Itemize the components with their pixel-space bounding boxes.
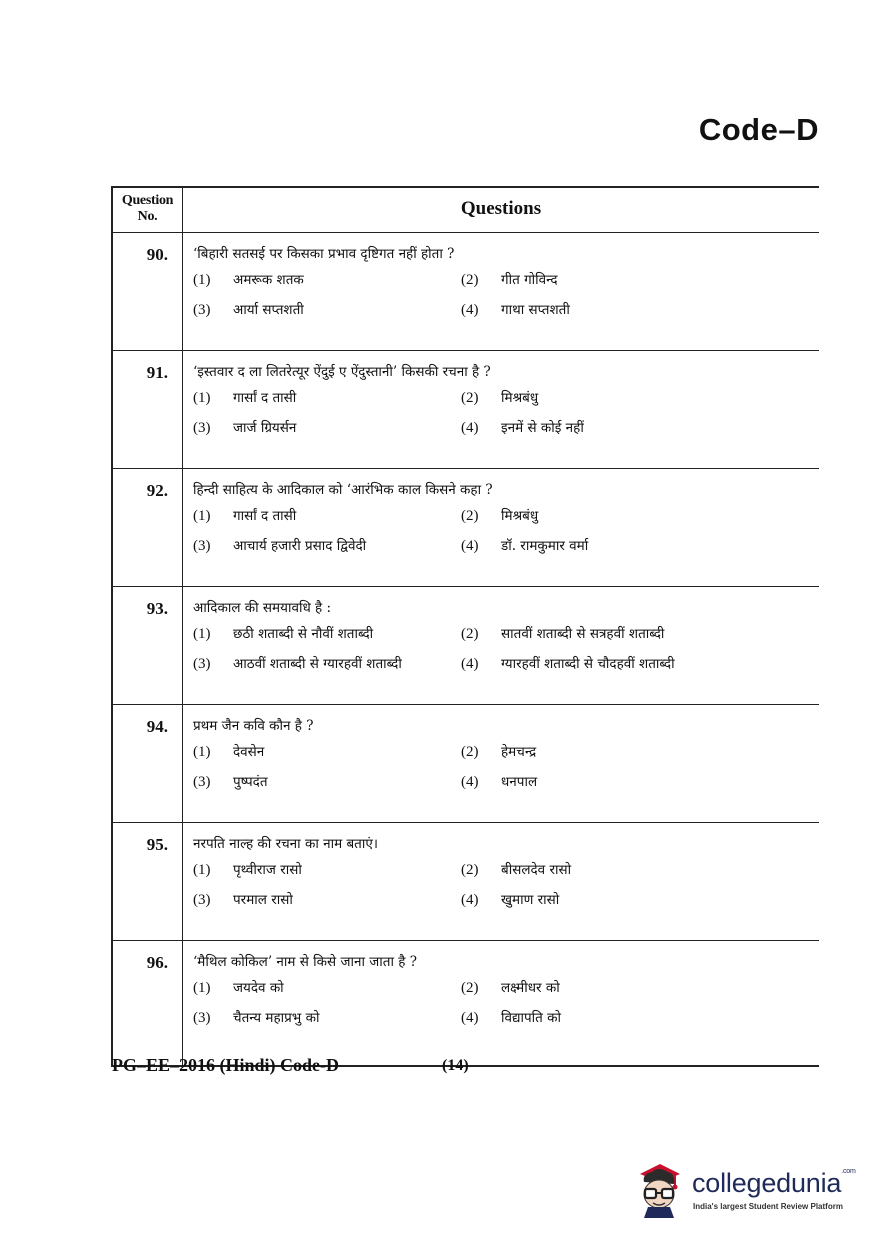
option [193,743,461,762]
option-text: अमरूक शतक [233,272,304,288]
option-text: विद्यापति को [501,1010,562,1026]
option-text: जार्ज ग्रियर्सन [233,420,297,436]
option-number: (1) [193,862,211,878]
option-number: (3) [193,774,211,790]
option-text: आचार्य हजारी प्रसाद द्विवेदी [233,538,367,554]
question-text: आदिकाल की समयावधि है : [193,600,332,616]
option-text: गीत गोविन्द [501,272,558,288]
option-text: डॉ. रामकुमार वर्मा [501,538,589,554]
option-text: छठी शताब्दी से नौवीं शताब्दी [233,626,374,642]
page-number: (14) [442,1057,469,1074]
options-grid [193,861,819,910]
option [461,891,819,910]
options-grid [193,625,819,674]
question-number: 90. [113,233,183,350]
question-body [183,469,819,586]
option-number: (4) [461,538,479,554]
questions-table [111,186,819,1067]
question-number: 94. [113,705,183,822]
option [193,979,461,998]
option-number: (2) [461,508,479,524]
question-row [113,233,819,351]
option [193,271,461,290]
question-body [183,705,819,822]
option [193,861,461,880]
option [461,271,819,290]
option [461,301,819,320]
option-number: (2) [461,390,479,406]
option-number: (1) [193,390,211,406]
option-text: मिश्रबंधु [501,390,539,406]
option-number: (4) [461,1010,479,1026]
option [193,419,461,438]
option-number: (1) [193,744,211,760]
option-text: इनमें से कोई नहीं [501,420,584,436]
question-number: 91. [113,351,183,468]
collegedunia-watermark [630,1160,860,1220]
options-grid [193,507,819,556]
question-row [113,469,819,587]
option [461,625,819,644]
question-row [113,587,819,705]
question-row [113,705,819,823]
questions-header: Questions [460,198,542,219]
options-grid [193,271,819,320]
option-number: (1) [193,508,211,524]
option-number: (4) [461,892,479,908]
option-number: (3) [193,1010,211,1026]
option-text: बीसलदेव रासो [501,862,572,878]
option-text: धनपाल [501,774,538,790]
option-number: (3) [193,538,211,554]
question-no-header: Question No. [113,188,183,232]
question-text: नरपति नाल्ह की रचना का नाम बताएं। [193,836,378,852]
option [461,979,819,998]
brand-tagline: India's largest Student Review Platform [693,1202,843,1211]
option [193,389,461,408]
option-number: (2) [461,744,479,760]
option-text: पुष्पदंत [233,774,268,790]
option [461,419,819,438]
question-number: 93. [113,587,183,704]
option-number: (1) [193,980,211,996]
paper-code-footer: PG–EE–2016 (Hindi) Code-D [112,1055,340,1075]
option-text: गार्सां द तासी [233,508,297,524]
options-grid [193,979,819,1028]
option-text: सातवीं शताब्दी से सत्रहवीं शताब्दी [501,626,665,642]
option-text: खुमाण रासो [501,892,560,908]
question-body [183,941,819,1065]
brand-name: collegedunia$^{.com}$ [692,1168,856,1198]
question-text: हिन्दी साहित्य के आदिकाल को ‘आरंभिक काल किसने कहा ? [193,482,493,498]
option [193,655,461,674]
question-text: ‘मैथिल कोकिल’ नाम से किसे जाना जाता है ? [193,954,417,970]
option [461,743,819,762]
option [193,773,461,792]
option [193,625,461,644]
option [193,891,461,910]
option-text: जयदेव को [233,980,284,996]
option-number: (1) [193,626,211,642]
option-text: मिश्रबंधु [501,508,539,524]
options-grid [193,389,819,438]
option [193,301,461,320]
question-body [183,351,819,468]
question-body [183,233,819,350]
option-text: चैतन्य महाप्रभु को [233,1010,320,1026]
option-text: परमाल रासो [233,892,293,908]
question-row [113,351,819,469]
option-number: (2) [461,626,479,642]
options-grid [193,743,819,792]
option-text: आर्या सप्तशती [233,302,304,318]
option-text: लक्ष्मीधर को [501,980,560,996]
question-text: ‘बिहारी सतसई पर किसका प्रभाव दृष्टिगत नहीं होता ? [193,246,455,262]
question-text: ‘इस्तवार द ला लितरेत्यूर ऐंदुई ए ऐंदुस्तानी’ किसकी रचना है ? [193,364,491,380]
question-number: 96. [113,941,183,1065]
option-number: (4) [461,774,479,790]
option-number: (4) [461,420,479,436]
question-body [183,823,819,940]
option-number: (3) [193,302,211,318]
option-number: (2) [461,980,479,996]
option-number: (2) [461,862,479,878]
option-number: (1) [193,272,211,288]
option [461,773,819,792]
option-text: देवसेन [233,744,265,760]
option-number: (3) [193,892,211,908]
option [461,1009,819,1028]
option-number: (3) [193,420,211,436]
code-title: Code–D [698,112,819,147]
option-number: (4) [461,656,479,672]
option [461,861,819,880]
question-number: 92. [113,469,183,586]
option-number: (2) [461,272,479,288]
option [461,655,819,674]
option [461,537,819,556]
option [461,389,819,408]
question-text: प्रथम जैन कवि कौन है ? [193,718,314,734]
option-text: पृथ्वीराज रासो [233,862,302,878]
option [193,1009,461,1028]
collegedunia-logo-icon [630,1160,688,1218]
option [193,537,461,556]
option-text: गाथा सप्तशती [501,302,570,318]
option-text: ग्यारहवीं शताब्दी से चौदहवीं शताब्दी [501,656,675,672]
option-text: गार्सां द तासी [233,390,297,406]
option [461,507,819,526]
option-text: आठवीं शताब्दी से ग्यारहवीं शताब्दी [233,656,402,672]
option-number: (3) [193,656,211,672]
option-number: (4) [461,302,479,318]
option [193,507,461,526]
question-number: 95. [113,823,183,940]
question-body [183,587,819,704]
table-header [113,188,819,233]
question-row [113,941,819,1065]
question-row [113,823,819,941]
option-text: हेमचन्द्र [501,744,537,760]
